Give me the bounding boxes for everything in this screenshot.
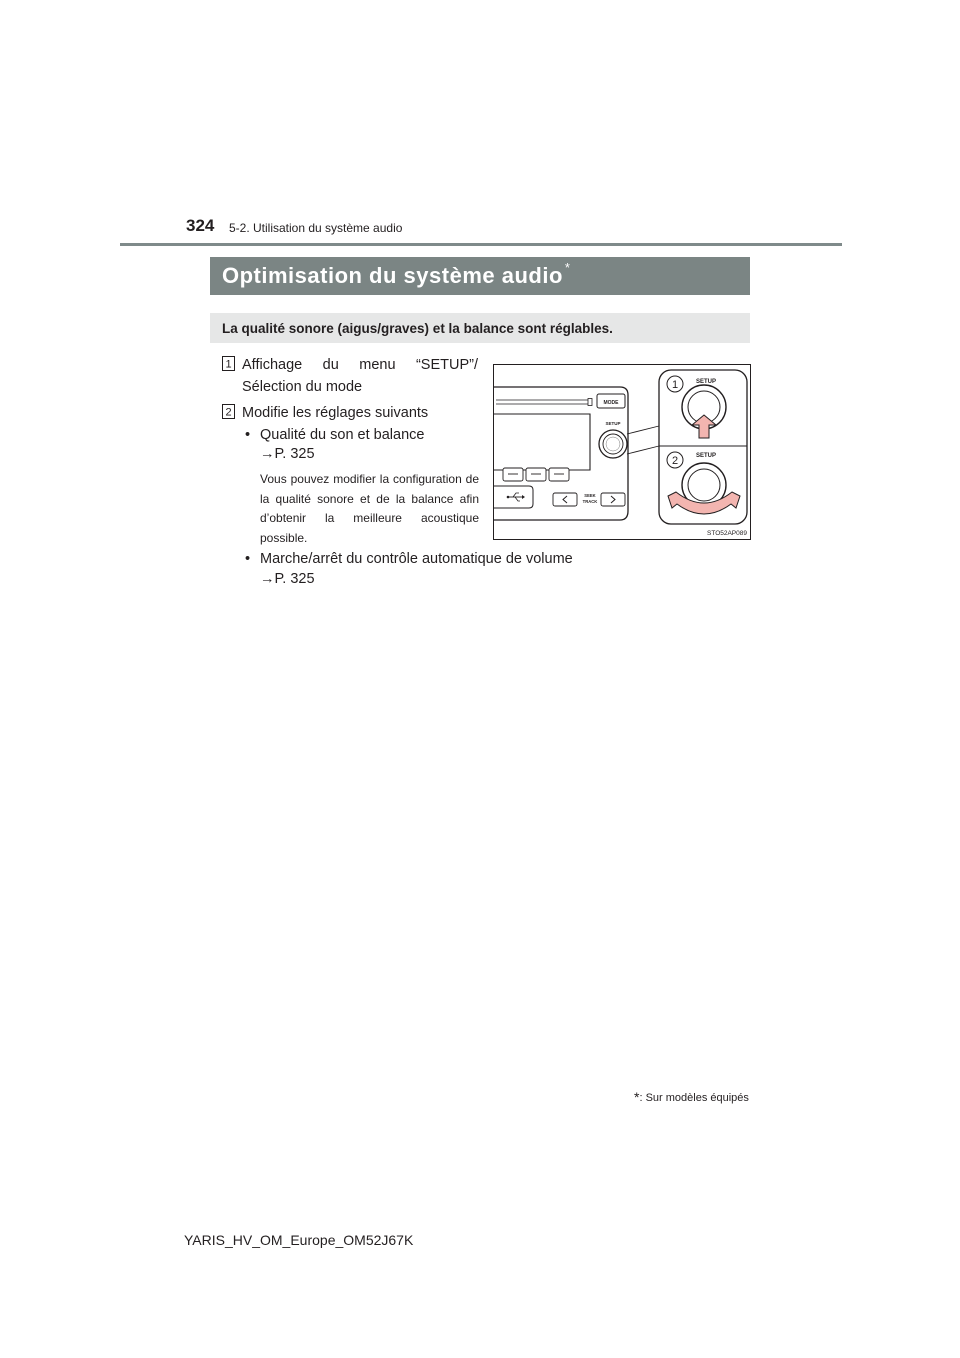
step-1-number: 1 [225, 358, 232, 371]
title-bar [210, 257, 750, 295]
footnote-text: : Sur modèles équipés [639, 1092, 749, 1104]
step-2-number-icon [222, 404, 235, 419]
bullet-2-reference: →P. 325 [260, 571, 315, 587]
audio-panel-figure [493, 364, 751, 540]
bullet-dot: • [245, 427, 251, 443]
mode-label: MODE [603, 400, 619, 406]
seek-back-button [553, 493, 577, 506]
setup-label-small: SETUP [605, 421, 621, 426]
bullet-dot: • [245, 551, 251, 567]
step-1-line-2: Sélection du mode [242, 379, 363, 395]
step-1-line-1: Affichage du menu “SETUP”/ [242, 357, 478, 373]
step-2-number: 2 [225, 406, 232, 419]
track-label: TRACK [582, 499, 598, 504]
seek-forward-button [601, 493, 625, 506]
figure-code: STO52AP089 [707, 530, 747, 537]
preset-button-icon [503, 468, 523, 481]
bullet-1-text: Qualité du son et balance [260, 427, 425, 443]
document-id: YARIS_HV_OM_Europe_OM52J67K [184, 1232, 414, 1248]
preset-button-icon [549, 468, 569, 481]
header-rule [120, 243, 842, 246]
seek-label: SEEK [584, 493, 596, 498]
preset-button-icon [526, 468, 546, 481]
callout-2-number: 2 [671, 455, 679, 467]
section-path: 5-2. Utilisation du système audio [229, 221, 403, 235]
bullet-1-note: Vous pouvez modifier la configuration de la qualité sonore et de la balance afin d’obtenir la meilleure acoustique possible. [260, 472, 479, 545]
step-1-number-icon [222, 356, 235, 371]
asterisk-mark: * [564, 259, 570, 275]
bullet-1-reference: →P. 325 [260, 446, 315, 462]
step-2-line-1: Modifie les réglages suivants [242, 405, 429, 421]
page-title: Optimisation du système audio [222, 263, 563, 288]
setup-label-bottom: SETUP [695, 453, 717, 459]
callout-1-number: 1 [671, 379, 679, 391]
bullet-2-text: Marche/arrêt du contrôle automatique de volume [260, 551, 573, 567]
summary-box [210, 313, 750, 343]
footnote-mark: * [634, 1089, 640, 1105]
summary-text: La qualité sonore (aigus/graves) et la balance sont réglables. [222, 320, 613, 336]
page-number: 324 [186, 216, 215, 235]
setup-label-top: SETUP [695, 379, 717, 385]
footnote [634, 1088, 749, 1104]
